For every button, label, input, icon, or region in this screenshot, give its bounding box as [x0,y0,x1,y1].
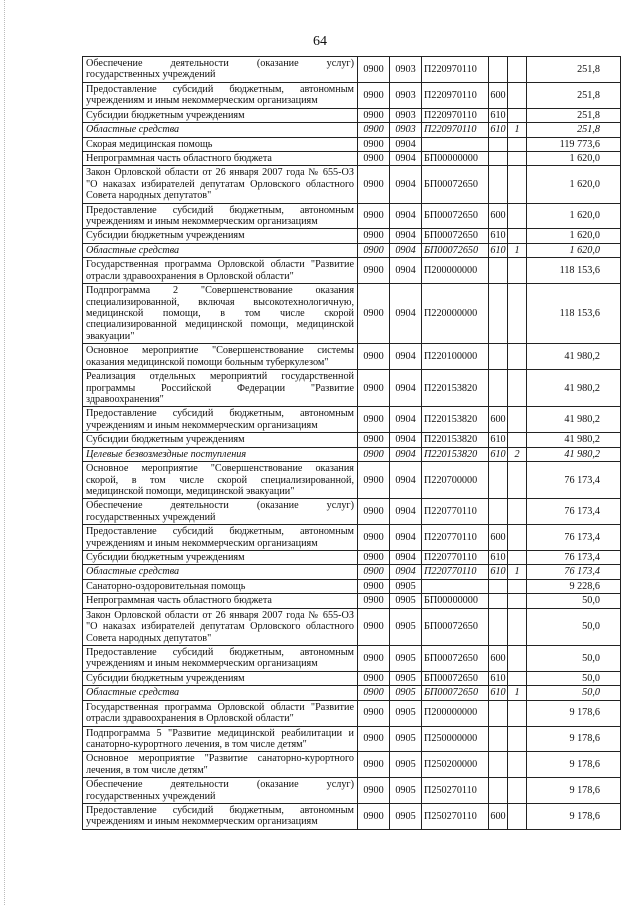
cell-expense-type [489,258,508,284]
cell-name: Областные средства [83,243,358,257]
cell-expense-type [489,778,508,804]
table-row [83,499,621,525]
cell-section: 0900 [358,645,390,671]
cell-amount: 1 620,0 [527,166,621,203]
cell-expense-type [489,700,508,726]
cell-funding-source [508,258,527,284]
cell-funding-source [508,499,527,525]
cell-target-article: П200000000 [422,258,489,284]
table-row [83,700,621,726]
cell-expense-type: 610 [490,244,506,256]
cell-name: Предоставление субсидий бюджетным, автономным учреждениям и иным некоммерческим организациям [83,203,358,229]
cell-amount: 251,8 [527,123,621,137]
cell-name: Областные средства [83,686,358,700]
cell-name: Подпрограмма 2 "Совершенствование оказания специализированной, включая высокотехнологичную, медицинской помощи, в том числе скорой специализированной медицинской помощи, медицинской эвакуации" [83,284,358,344]
cell-expense-type [489,137,508,151]
cell-target-article: БП00072650 [422,645,489,671]
cell-name: Основное мероприятие "Совершенствование системы оказания медицинской помощи больным туберкулезом" [83,344,358,370]
cell-amount: 119 773,6 [527,137,621,151]
cell-expense-type: 610 [490,672,506,684]
table-row [83,344,621,370]
cell-amount: 76 173,4 [527,551,621,565]
cell-amount: 251,8 [527,108,621,122]
cell-funding-source [508,203,527,229]
cell-expense-type: 600 [489,407,508,433]
cell-name: Основное мероприятие "Совершенствование оказания скорой, в том числе скорой специализированной, медицинской помощи, медицинской эвакуации" [83,462,358,499]
cell-funding-source [508,525,527,551]
table-row [83,594,621,608]
table-row [83,608,621,645]
cell-name: Непрограммная часть областного бюджета [83,594,358,608]
cell-subsection: 0905 [390,686,422,700]
cell-section: 0900 [358,433,390,447]
cell-target-article: П220970110 [422,82,489,108]
cell-subsection: 0905 [390,804,422,830]
cell-expense-type: 600 [489,525,508,551]
cell-section: 0900 [358,686,390,700]
table-row [83,166,621,203]
table-row [83,108,621,122]
cell-subsection: 0905 [390,608,422,645]
cell-subsection: 0905 [390,579,422,593]
cell-expense-type [489,594,508,608]
table-row [83,284,621,344]
cell-amount: 9 178,6 [527,752,621,778]
cell-funding-source [508,151,527,165]
cell-section: 0900 [358,370,390,407]
cell-funding-source [508,579,527,593]
cell-section: 0900 [358,804,390,830]
cell-name: Предоставление субсидий бюджетным, автономным учреждениям и иным некоммерческим организациям [83,645,358,671]
cell-section: 0900 [358,108,390,122]
cell-name: Закон Орловской области от 26 января 2007 года № 655-ОЗ "О наказах избирателей депутатам Орловского областного Совета народных депутатов" [83,166,358,203]
cell-name: Подпрограмма 5 "Развитие медицинской реабилитации и санаторно-курортного лечения, в том числе детям" [83,726,358,752]
cell-target-article: БП00000000 [422,594,489,608]
cell-expense-type: 600 [489,203,508,229]
cell-funding-source [508,752,527,778]
cell-name: Обеспечение деятельности (оказание услуг) государственных учреждений [83,499,358,525]
cell-target-article: БП00072650 [422,203,489,229]
cell-section: 0900 [358,752,390,778]
cell-subsection: 0904 [390,551,422,565]
cell-amount: 1 620,0 [527,243,621,257]
cell-expense-type: 610 [490,687,506,699]
cell-name: Субсидии бюджетным учреждениям [83,551,358,565]
table-row [83,671,621,685]
cell-amount: 50,0 [527,608,621,645]
cell-section: 0900 [358,565,390,579]
cell-section: 0900 [358,499,390,525]
cell-name: Субсидии бюджетным учреждениям [83,671,358,685]
cell-amount: 9 178,6 [527,778,621,804]
cell-amount: 76 173,4 [527,525,621,551]
cell-name: Основное мероприятие "Развитие санаторно-курортного лечения, в том числе детям" [83,752,358,778]
cell-target-article: П220770110 [422,551,489,565]
cell-amount: 9 178,6 [527,726,621,752]
cell-subsection: 0904 [390,499,422,525]
cell-target-article [422,137,489,151]
cell-section: 0900 [358,203,390,229]
cell-target-article: П200000000 [422,700,489,726]
cell-target-article: П250200000 [422,752,489,778]
table-row [83,123,621,137]
cell-funding-source [508,700,527,726]
table-row [83,151,621,165]
cell-section: 0900 [358,151,390,165]
cell-section: 0900 [358,166,390,203]
cell-name: Областные средства [83,123,358,137]
cell-funding-source [508,645,527,671]
cell-name: Закон Орловской области от 26 января 2007 года № 655-ОЗ "О наказах избирателей депутатам Орловского областного Совета народных депутатов" [83,608,358,645]
table-row [83,370,621,407]
cell-subsection: 0904 [390,229,422,243]
table-row [83,258,621,284]
cell-expense-type: 600 [489,82,508,108]
cell-funding-source [508,462,527,499]
cell-funding-source [508,344,527,370]
table-row [83,752,621,778]
cell-target-article: П220770110 [422,565,489,579]
cell-section: 0900 [358,57,390,83]
cell-amount: 41 980,2 [527,447,621,461]
cell-subsection: 0903 [390,57,422,83]
cell-funding-source: 1 [508,686,527,700]
cell-name: Обеспечение деятельности (оказание услуг) государственных учреждений [83,778,358,804]
cell-funding-source [508,82,527,108]
cell-expense-type: 610 [490,124,506,136]
cell-name: Предоставление субсидий бюджетным, автономным учреждениям и иным некоммерческим организациям [83,525,358,551]
cell-subsection: 0904 [390,151,422,165]
cell-expense-type [489,57,508,83]
page-number: 64 [313,34,327,49]
cell-section: 0900 [358,462,390,499]
cell-subsection: 0905 [390,752,422,778]
cell-subsection: 0904 [390,344,422,370]
cell-amount: 1 620,0 [527,229,621,243]
cell-subsection: 0904 [390,565,422,579]
cell-subsection: 0904 [390,370,422,407]
cell-amount: 9 178,6 [527,700,621,726]
cell-funding-source [508,108,527,122]
cell-funding-source [508,407,527,433]
cell-expense-type [489,579,508,593]
table-row [83,82,621,108]
cell-amount: 251,8 [527,57,621,83]
cell-amount: 50,0 [527,671,621,685]
cell-target-article: П220153820 [422,447,489,461]
cell-target-article: П220700000 [422,462,489,499]
cell-funding-source [508,726,527,752]
cell-expense-type: 600 [489,804,508,830]
cell-subsection: 0904 [390,407,422,433]
cell-expense-type: 610 [490,566,506,578]
budget-table [82,56,621,830]
cell-target-article: П220000000 [422,284,489,344]
cell-target-article: БП00072650 [422,671,489,685]
cell-amount: 76 173,4 [527,462,621,499]
cell-funding-source [508,778,527,804]
cell-target-article: БП00072650 [422,243,489,257]
cell-funding-source: 1 [508,123,527,137]
cell-target-article: П220970110 [422,108,489,122]
cell-subsection: 0905 [390,594,422,608]
table-row [83,804,621,830]
cell-expense-type: 610 [490,109,506,121]
cell-amount: 1 620,0 [527,203,621,229]
cell-amount: 50,0 [527,645,621,671]
cell-name: Скорая медицинская помощь [83,137,358,151]
cell-section: 0900 [358,594,390,608]
cell-amount: 76 173,4 [527,499,621,525]
cell-target-article: БП00072650 [422,229,489,243]
cell-expense-type [489,344,508,370]
cell-name: Государственная программа Орловской области "Развитие отрасли здравоохранения в Орловской области" [83,258,358,284]
cell-funding-source [508,433,527,447]
cell-amount: 251,8 [527,82,621,108]
cell-subsection: 0904 [390,447,422,461]
cell-expense-type [489,499,508,525]
table-row [83,686,621,700]
table-row [83,565,621,579]
cell-expense-type [489,608,508,645]
cell-name: Субсидии бюджетным учреждениям [83,108,358,122]
cell-subsection: 0904 [390,203,422,229]
cell-subsection: 0903 [390,82,422,108]
cell-section: 0900 [358,579,390,593]
cell-funding-source [508,137,527,151]
budget-table-body [83,57,621,830]
cell-funding-source: 1 [508,243,527,257]
table-row [83,551,621,565]
cell-section: 0900 [358,778,390,804]
table-row [83,57,621,83]
cell-target-article: П220153820 [422,433,489,447]
cell-section: 0900 [358,671,390,685]
cell-amount: 1 620,0 [527,151,621,165]
cell-section: 0900 [358,258,390,284]
cell-funding-source: 2 [508,447,527,461]
cell-funding-source [508,284,527,344]
cell-name: Областные средства [83,565,358,579]
cell-amount: 9 178,6 [527,804,621,830]
table-row [83,243,621,257]
cell-subsection: 0905 [390,726,422,752]
cell-name: Обеспечение деятельности (оказание услуг) государственных учреждений [83,57,358,83]
cell-section: 0900 [358,700,390,726]
table-row [83,407,621,433]
cell-subsection: 0904 [390,137,422,151]
cell-expense-type [489,166,508,203]
table-row [83,447,621,461]
cell-subsection: 0904 [390,525,422,551]
cell-section: 0900 [358,551,390,565]
cell-name: Государственная программа Орловской области "Развитие отрасли здравоохранения в Орловской области" [83,700,358,726]
cell-section: 0900 [358,407,390,433]
table-row [83,229,621,243]
cell-section: 0900 [358,284,390,344]
table-row [83,203,621,229]
cell-target-article [422,579,489,593]
cell-name: Непрограммная часть областного бюджета [83,151,358,165]
cell-amount: 41 980,2 [527,370,621,407]
cell-section: 0900 [358,137,390,151]
table-row [83,462,621,499]
cell-target-article: П250000000 [422,726,489,752]
binding-edge-mark [4,0,6,905]
cell-name: Предоставление субсидий бюджетным, автономным учреждениям и иным некоммерческим организациям [83,407,358,433]
cell-expense-type: 610 [490,552,506,564]
cell-target-article: БП00072650 [422,686,489,700]
cell-section: 0900 [358,243,390,257]
cell-subsection: 0903 [390,123,422,137]
cell-name: Предоставление субсидий бюджетным, автономным учреждениям и иным некоммерческим организациям [83,804,358,830]
table-row [83,579,621,593]
cell-amount: 118 153,6 [527,284,621,344]
cell-subsection: 0904 [390,284,422,344]
cell-target-article: П220153820 [422,407,489,433]
cell-subsection: 0904 [390,433,422,447]
cell-section: 0900 [358,447,390,461]
cell-target-article: БП00000000 [422,151,489,165]
cell-funding-source [508,804,527,830]
cell-target-article: П250270110 [422,804,489,830]
cell-target-article: П220970110 [422,57,489,83]
cell-name: Санаторно-оздоровительная помощь [83,579,358,593]
cell-subsection: 0905 [390,645,422,671]
cell-section: 0900 [358,82,390,108]
cell-section: 0900 [358,608,390,645]
cell-funding-source [508,370,527,407]
cell-funding-source [508,551,527,565]
cell-target-article: П220970110 [422,123,489,137]
cell-amount: 50,0 [527,594,621,608]
cell-expense-type [489,284,508,344]
cell-subsection: 0903 [390,108,422,122]
cell-section: 0900 [358,123,390,137]
cell-expense-type [489,752,508,778]
cell-subsection: 0904 [390,462,422,499]
table-row [83,726,621,752]
cell-target-article: П220770110 [422,499,489,525]
cell-subsection: 0905 [390,700,422,726]
table-row [83,525,621,551]
table-row [83,645,621,671]
cell-name: Субсидии бюджетным учреждениям [83,433,358,447]
cell-expense-type [489,370,508,407]
cell-target-article: П250270110 [422,778,489,804]
cell-target-article: БП00072650 [422,608,489,645]
cell-section: 0900 [358,525,390,551]
cell-subsection: 0905 [390,671,422,685]
cell-funding-source [508,608,527,645]
cell-expense-type [489,462,508,499]
budget-table-wrapper [82,56,620,830]
cell-target-article: П220100000 [422,344,489,370]
cell-name: Целевые безвозмездные поступления [83,447,358,461]
cell-expense-type: 610 [490,230,506,242]
cell-section: 0900 [358,229,390,243]
cell-amount: 9 228,6 [527,579,621,593]
cell-amount: 41 980,2 [527,407,621,433]
table-row [83,137,621,151]
cell-amount: 118 153,6 [527,258,621,284]
cell-subsection: 0905 [390,778,422,804]
cell-name: Субсидии бюджетным учреждениям [83,229,358,243]
cell-name: Предоставление субсидий бюджетным, автономным учреждениям и иным некоммерческим организациям [83,82,358,108]
cell-expense-type: 610 [490,434,506,446]
cell-subsection: 0904 [390,258,422,284]
cell-target-article: БП00072650 [422,166,489,203]
table-row [83,778,621,804]
cell-amount: 76 173,4 [527,565,621,579]
cell-amount: 41 980,2 [527,344,621,370]
cell-expense-type [489,151,508,165]
cell-expense-type: 600 [489,645,508,671]
cell-target-article: П220153820 [422,370,489,407]
cell-name: Реализация отдельных мероприятий государственной программы Российской Федерации "Развитие здравоохранения" [83,370,358,407]
cell-funding-source [508,229,527,243]
cell-target-article: П220770110 [422,525,489,551]
cell-amount: 41 980,2 [527,433,621,447]
cell-expense-type: 610 [490,448,506,460]
cell-subsection: 0904 [390,243,422,257]
cell-funding-source [508,57,527,83]
cell-funding-source [508,594,527,608]
cell-amount: 50,0 [527,686,621,700]
cell-funding-source: 1 [508,565,527,579]
cell-funding-source [508,671,527,685]
cell-section: 0900 [358,344,390,370]
cell-funding-source [508,166,527,203]
cell-section: 0900 [358,726,390,752]
table-row [83,433,621,447]
cell-expense-type [489,726,508,752]
cell-subsection: 0904 [390,166,422,203]
